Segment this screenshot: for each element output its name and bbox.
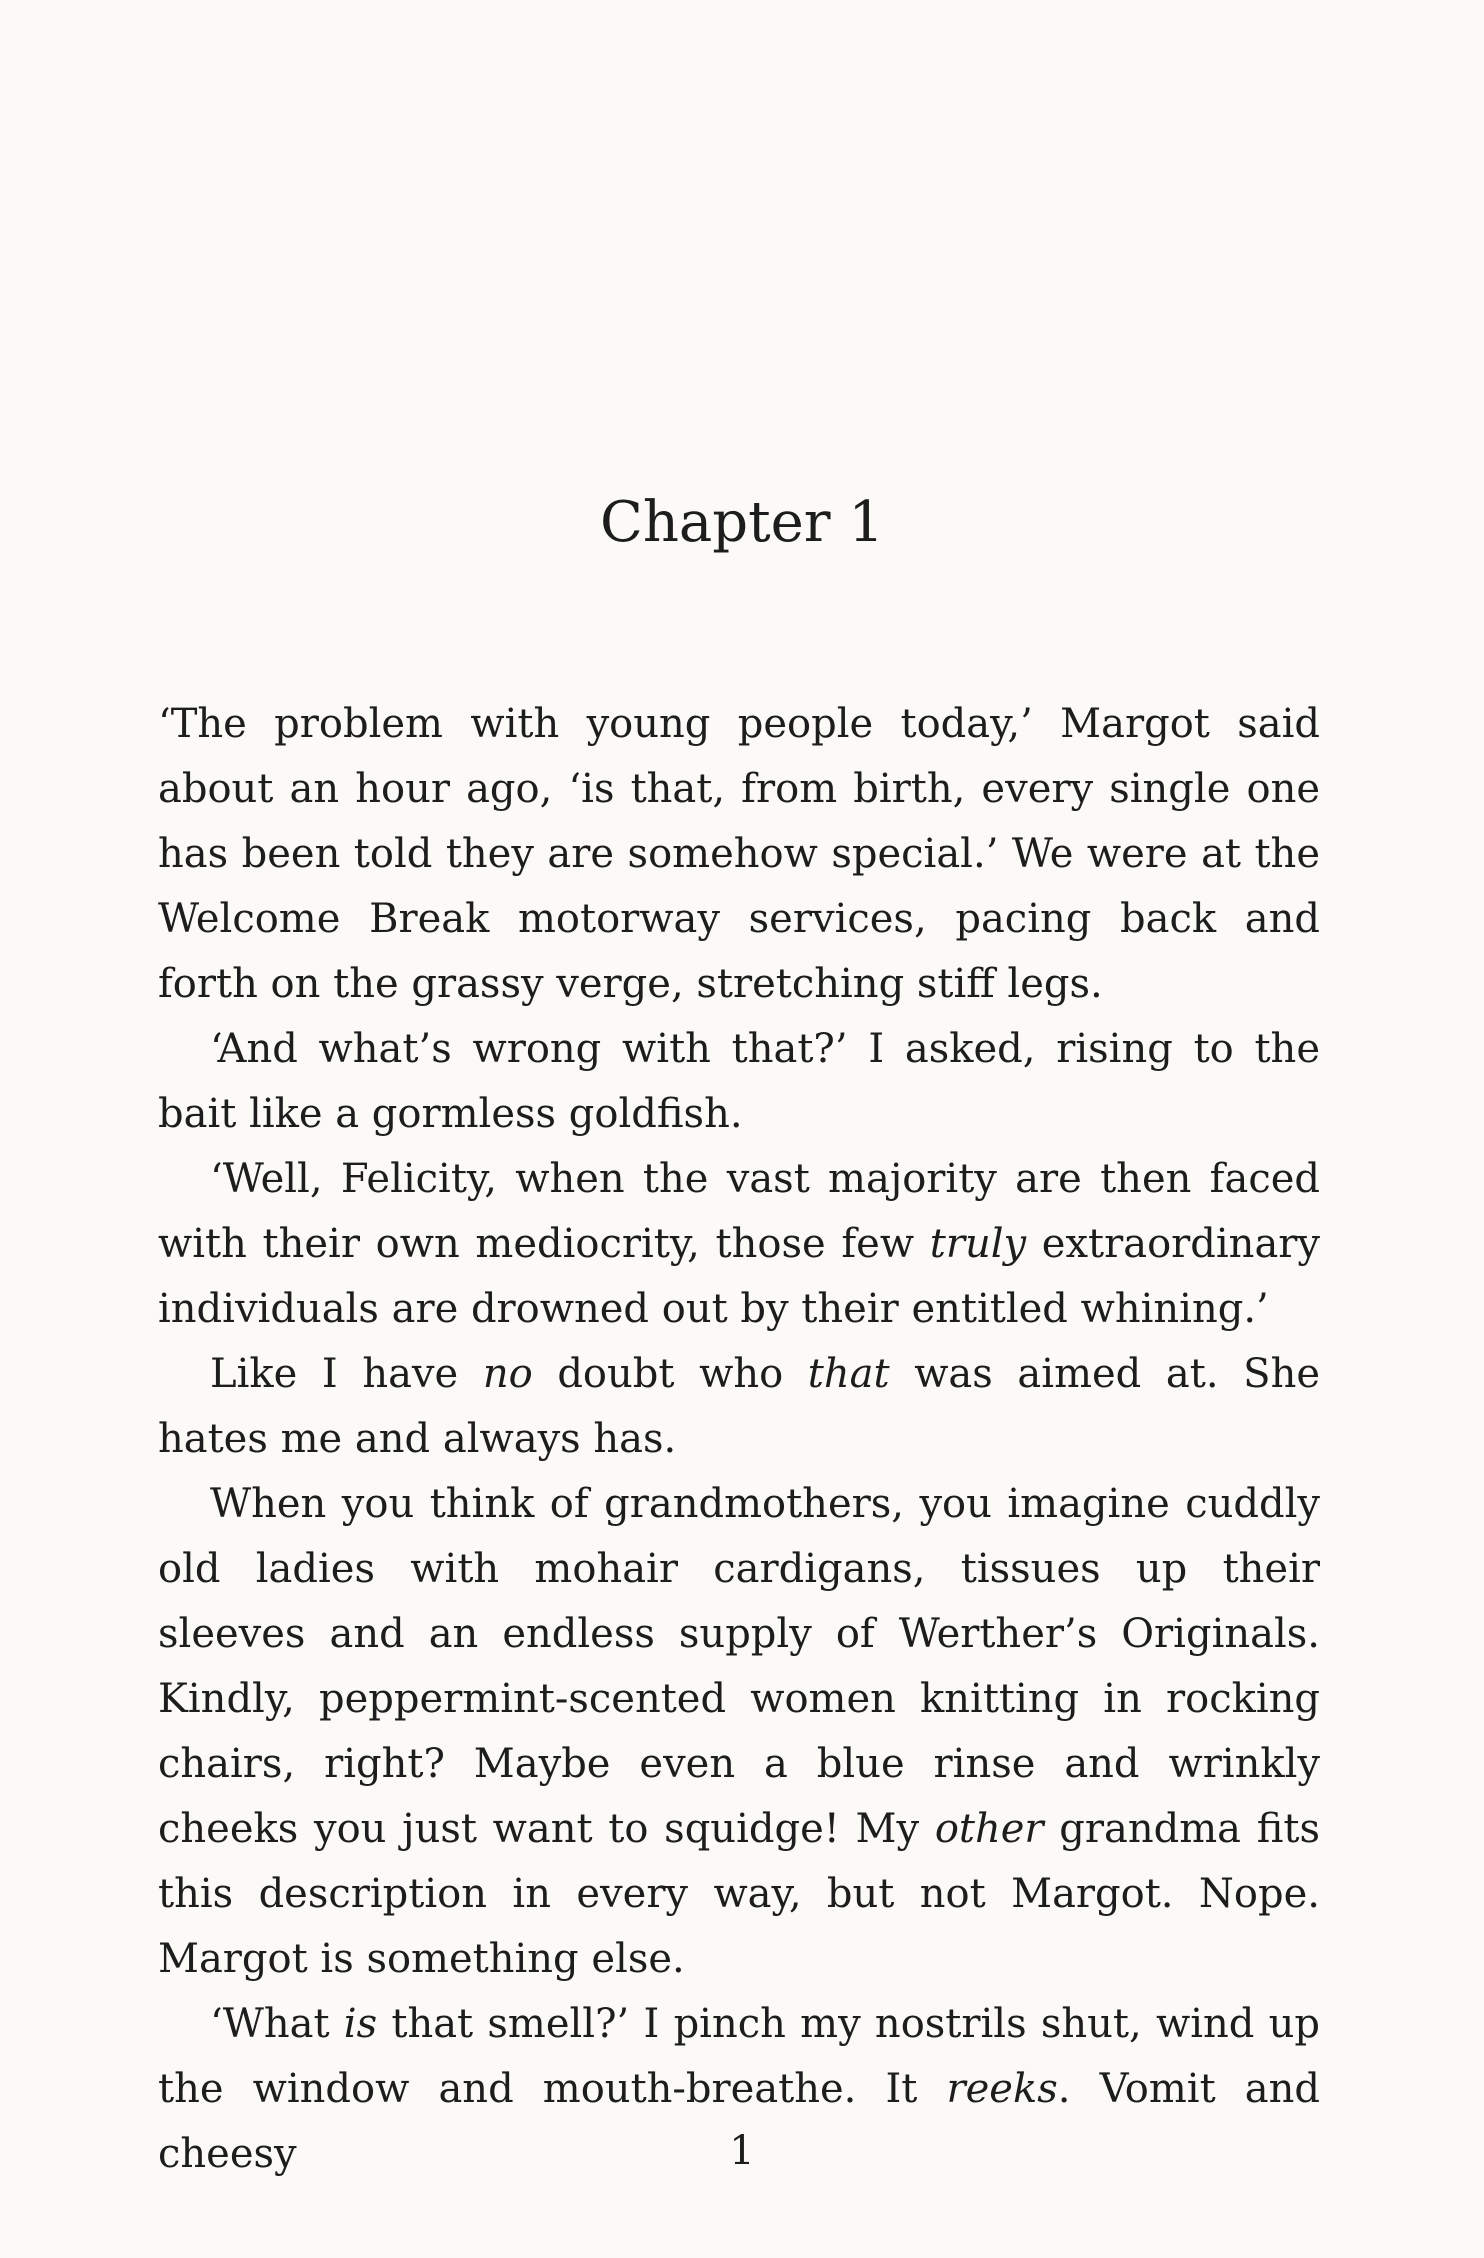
paragraph-2 (158, 1017, 1320, 1147)
italic-emphasis: no (482, 1351, 533, 1397)
paragraph-text: doubt who (532, 1351, 808, 1397)
paragraph-text: was aimed at. She hates me and always has. (158, 1351, 1321, 1462)
paragraph-text: ‘What (210, 2001, 344, 2047)
paragraph-text: . Vomit and cheesy (158, 2066, 1321, 2177)
italic-emphasis: other (934, 1806, 1044, 1852)
italic-emphasis: reeks (946, 2066, 1058, 2112)
paragraph-text: extraordinary individuals are drowned out by their entitled whining.’ (158, 1221, 1321, 1332)
paragraph-text: that smell?’ I pinch my nostrils shut, wind up the window and mouth-breathe. It (158, 2001, 1320, 2112)
italic-emphasis: truly (929, 1221, 1027, 1267)
paragraph-text: When you think of grandmothers, you imagine cuddly old ladies with mohair cardigans, tissues up their sleeves and an endless supply of Werther’s Originals. Kindly, peppermint-scented women knitting in rocking chairs, right? Maybe even a blue rinse and wrinkly cheeks you just want to squidge! My (158, 1481, 1320, 1852)
chapter-body (158, 692, 1320, 2187)
paragraph-4 (158, 1342, 1320, 1472)
paragraph-text: Like I have (210, 1351, 483, 1397)
paragraph-text: ‘Well, Felicity, when the vast majority are then faced with their own mediocrity, those few (158, 1156, 1320, 1267)
italic-emphasis: is (343, 2001, 378, 2047)
paragraph-5 (158, 1472, 1320, 1992)
paragraph-text: grandma fits this description in every way, but not Margot. Nope. Margot is something else. (158, 1806, 1320, 1982)
paragraph-text: ‘And what’s wrong with that?’ I asked, rising to the bait like a gormless goldfish. (158, 1026, 1320, 1137)
chapter-title: Chapter 1 (600, 490, 884, 555)
page-number: 1 (729, 2128, 755, 2174)
paragraph-3 (158, 1147, 1320, 1342)
paragraph-text: ‘The problem with young people today,’ Margot said about an hour ago, ‘is that, from birth, every single one has been told they are somehow special.’ We were at the Welcome Break motorway services, pacing back and forth on the grassy verge, stretching stiff legs. (158, 701, 1320, 1007)
paragraph-1 (158, 692, 1320, 1017)
italic-emphasis: that (807, 1351, 890, 1397)
